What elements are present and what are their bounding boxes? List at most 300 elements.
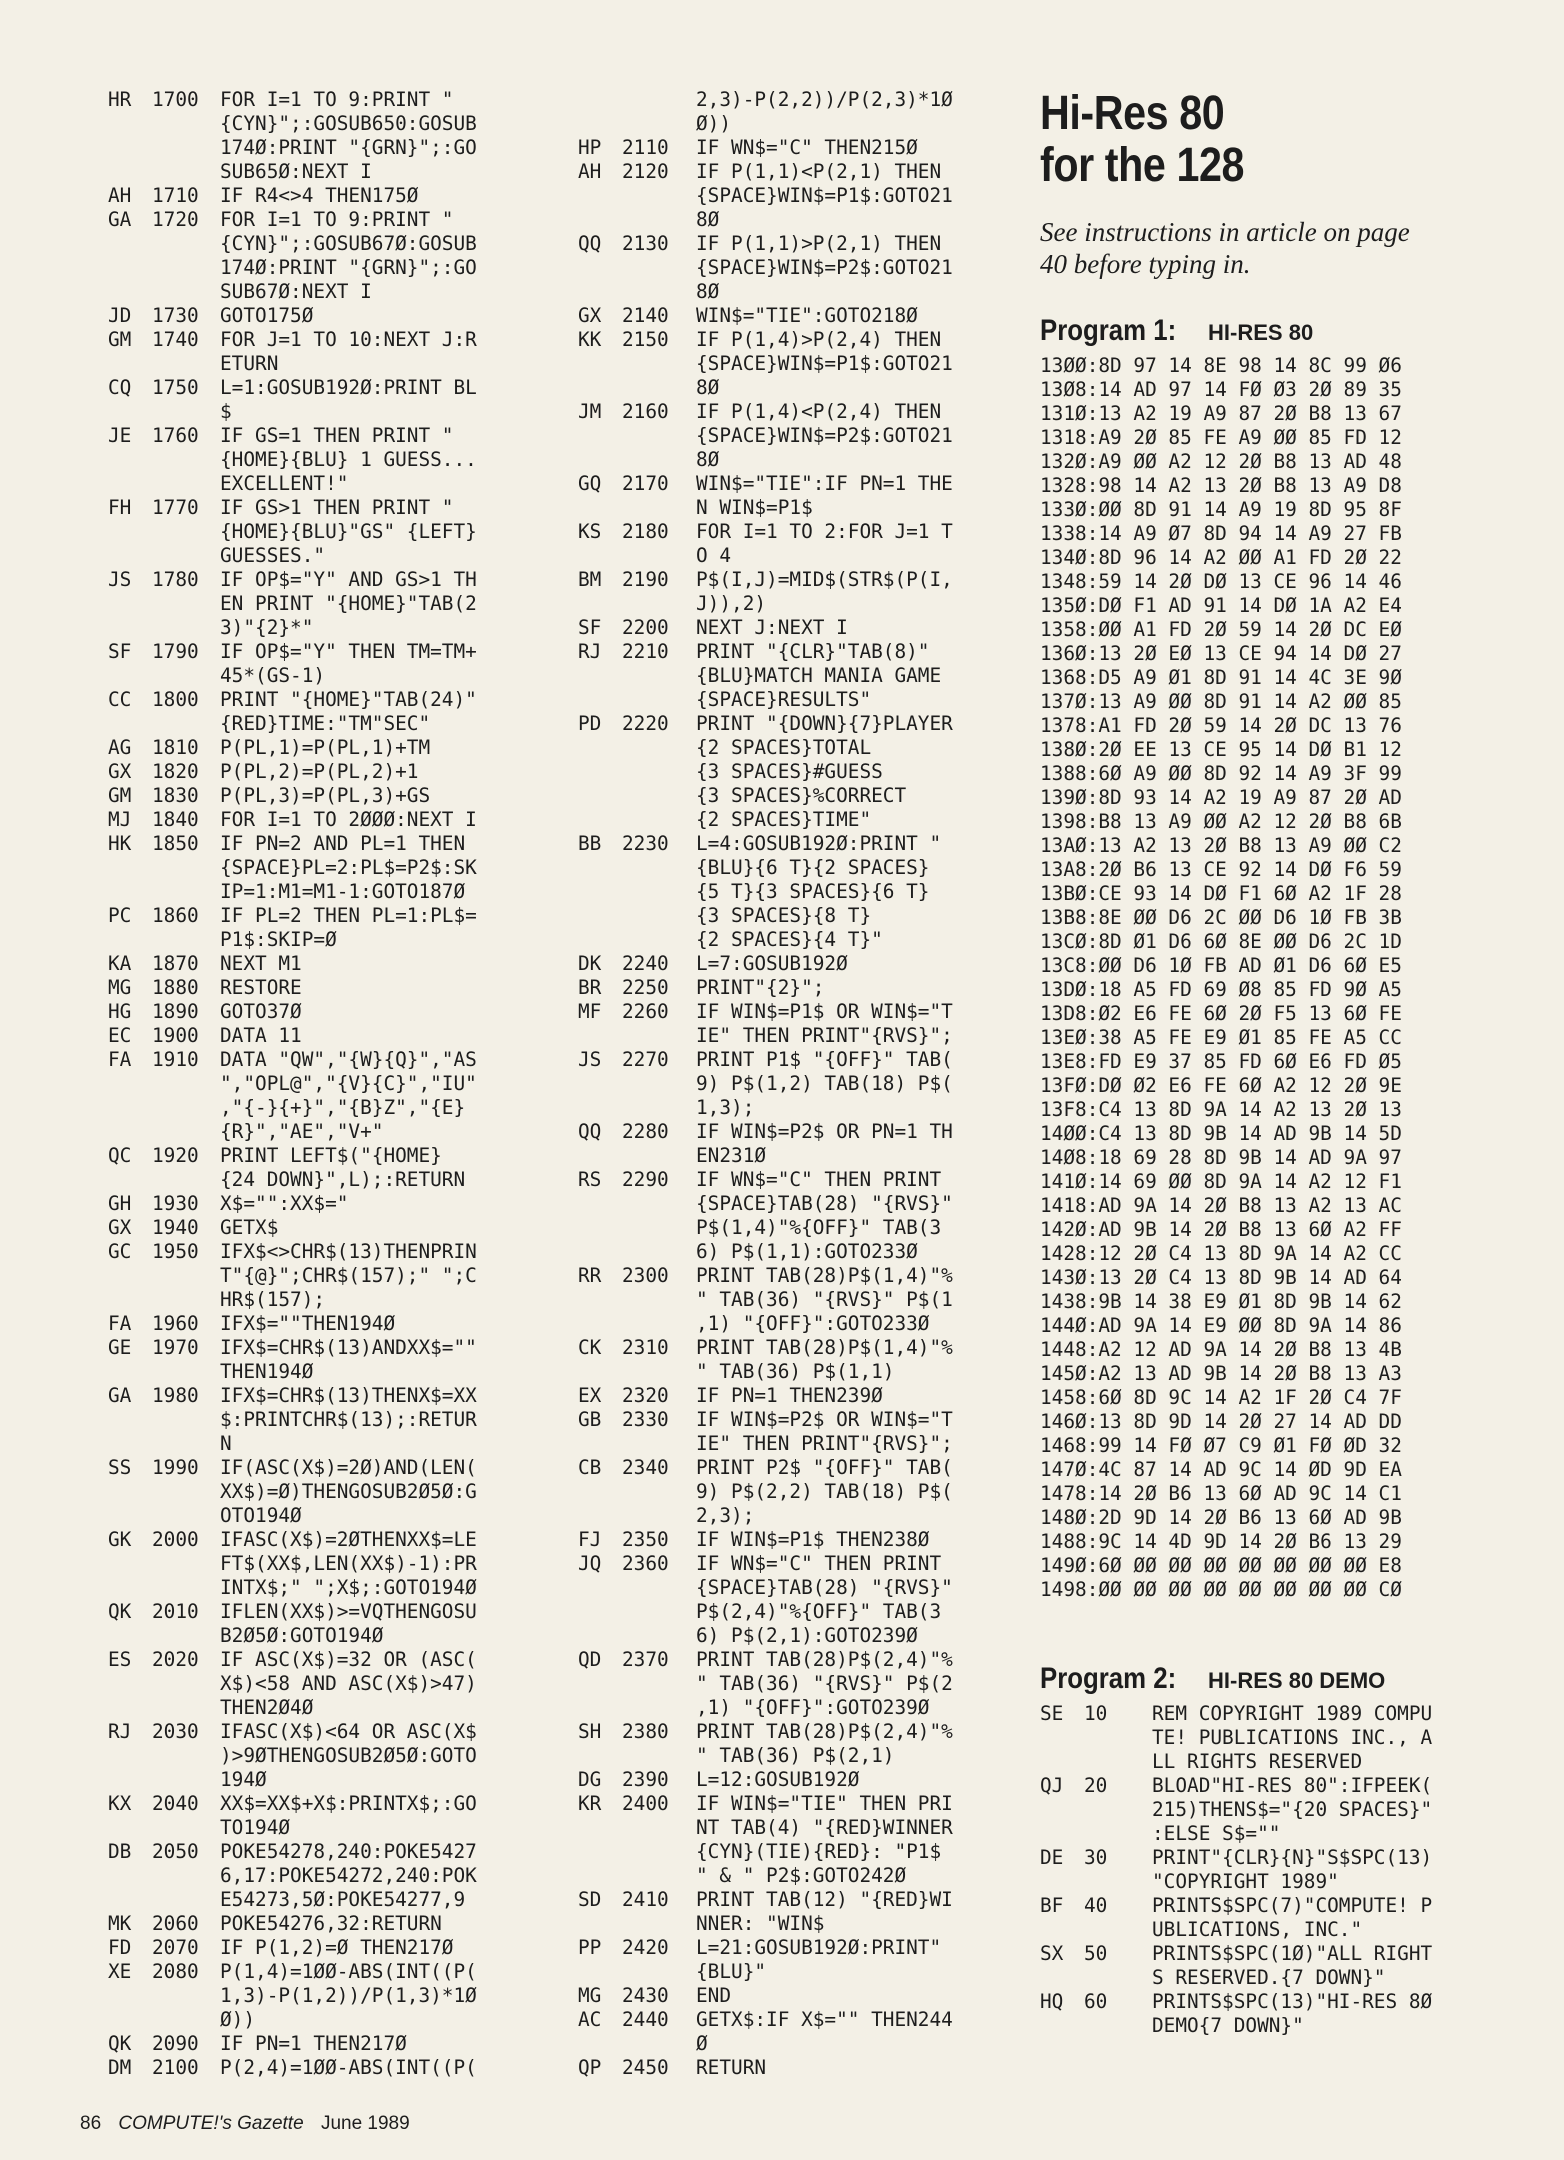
code-text: IF OP$="Y" AND GS>1 TH xyxy=(220,568,477,591)
line-number: 2410 xyxy=(622,1888,669,1911)
code-line xyxy=(578,160,1018,184)
line-number: 2100 xyxy=(152,2056,199,2079)
code-text: GETX$ xyxy=(220,1216,279,1239)
hex-dump-line: 133Ø:ØØ 8D 91 14 A9 19 8D 95 8F xyxy=(1040,498,1402,521)
code-continuation: N xyxy=(220,1432,232,1455)
checksum: MG xyxy=(578,1984,602,2007)
checksum: RS xyxy=(578,1168,602,1191)
hex-dump-line: 1388:6Ø A9 ØØ 8D 92 14 A9 3F 99 xyxy=(1040,762,1402,785)
code-text: IFLEN(XX$)>=VQTHENGOSU xyxy=(220,1600,477,1623)
checksum: BF xyxy=(1040,1894,1064,1917)
line-number: 2170 xyxy=(622,472,669,495)
code-text: IF PN=1 THEN217Ø xyxy=(220,2032,407,2055)
line-number: 30 xyxy=(1084,1846,1108,1869)
checksum: JM xyxy=(578,400,602,423)
hex-dump-line: 13E8:FD E9 37 85 FD 6Ø E6 FD Ø5 xyxy=(1040,1050,1402,1073)
line-number: 40 xyxy=(1084,1894,1108,1917)
checksum: SE xyxy=(1040,1702,1064,1725)
line-number: 2020 xyxy=(152,1648,199,1671)
checksum: DG xyxy=(578,1768,602,1791)
checksum: DE xyxy=(1040,1846,1064,1869)
code-text: PRINT P1$ "{OFF}" TAB( xyxy=(696,1048,953,1071)
code-continuation: P1$:SKIP=Ø xyxy=(220,928,337,951)
code-line xyxy=(578,1528,1018,1552)
line-number: 2230 xyxy=(622,832,669,855)
code-continuation: IP=1:M1=M1-1:GOTO187Ø xyxy=(220,880,466,903)
code-text: END xyxy=(696,1984,732,2007)
listing-column-2 xyxy=(578,88,1018,2080)
code-text: IF ASC(X$)=32 OR (ASC( xyxy=(220,1648,477,1671)
hex-dump-line: 1318:A9 2Ø 85 FE A9 ØØ 85 FD 12 xyxy=(1040,426,1402,449)
line-number: 2320 xyxy=(622,1384,669,1407)
hex-dump-line: 13A8:2Ø B6 13 CE 92 14 DØ F6 59 xyxy=(1040,858,1402,881)
checksum: JD xyxy=(108,304,132,327)
checksum: BR xyxy=(578,976,602,999)
code-continuation: {2 SPACES}{4 T}" xyxy=(696,928,883,951)
code-continuation: {3 SPACES}#GUESS xyxy=(696,760,883,783)
code-text: BLOAD"HI-RES 80":IFPEEK( xyxy=(1152,1774,1433,1797)
checksum: FD xyxy=(108,1936,132,1959)
code-line xyxy=(1040,1990,1480,2014)
checksum: GA xyxy=(108,208,132,231)
code-text: P(2,4)=1ØØ-ABS(INT((P( xyxy=(220,2056,477,2079)
code-continuation: {5 T}{3 SPACES}{6 T} xyxy=(696,880,930,903)
code-line xyxy=(578,1048,1018,1072)
checksum: QQ xyxy=(578,1120,602,1143)
hex-dump-line: 13FØ:DØ Ø2 E6 FE 6Ø A2 12 2Ø 9E xyxy=(1040,1074,1402,1097)
code-continuation: GUESSES." xyxy=(220,544,326,567)
code-line xyxy=(578,1120,1018,1144)
code-text: PRINT "{HOME}"TAB(24)" xyxy=(220,688,477,711)
code-line xyxy=(108,1240,578,1264)
checksum: HK xyxy=(108,832,132,855)
code-text: IFX$<>CHR$(13)THENPRIN xyxy=(220,1240,477,1263)
line-number: 1960 xyxy=(152,1312,199,1335)
issue-date: June 1989 xyxy=(320,2113,410,2134)
code-continuation: EXCELLENT!" xyxy=(220,472,349,495)
code-continuation: 3)"{2}*" xyxy=(220,616,314,639)
code-continuation: EN231Ø xyxy=(696,1144,767,1167)
hex-dump-line: 14Ø8:18 69 28 8D 9B 14 AD 9A 97 xyxy=(1040,1146,1402,1169)
code-line xyxy=(578,1408,1018,1432)
checksum: QK xyxy=(108,2032,132,2055)
code-text: IF P(1,1)<P(2,1) THEN xyxy=(696,160,942,183)
hex-dump-line: 143Ø:13 2Ø C4 13 8D 9B 14 AD 64 xyxy=(1040,1266,1402,1289)
code-text: PRINT TAB(28)P$(2,4)"% xyxy=(696,1720,953,1743)
code-text: DATA "QW","{W}{Q}","AS xyxy=(220,1048,477,1071)
hex-dump-line: 1458:6Ø 8D 9C 14 A2 1F 2Ø C4 7F xyxy=(1040,1386,1402,1409)
line-number: 2300 xyxy=(622,1264,669,1287)
code-text: IF PN=2 AND PL=1 THEN xyxy=(220,832,466,855)
code-line xyxy=(108,2032,578,2056)
checksum: GM xyxy=(108,784,132,807)
checksum: AC xyxy=(578,2008,602,2031)
code-line xyxy=(108,1336,578,1360)
code-line xyxy=(578,1000,1018,1024)
code-text: P(1,4)=1ØØ-ABS(INT((P( xyxy=(220,1960,477,1983)
line-number: 2220 xyxy=(622,712,669,735)
program-1-label: Program 1: xyxy=(1040,314,1177,347)
code-line xyxy=(578,400,1018,424)
code-continuation: 9) P$(1,2) TAB(18) P$( xyxy=(696,1072,953,1095)
code-text: RETURN xyxy=(696,2056,767,2079)
code-line xyxy=(578,616,1018,640)
checksum: JS xyxy=(108,568,132,591)
line-number: 1880 xyxy=(152,976,199,999)
code-text: IF(ASC(X$)=2Ø)AND(LEN( xyxy=(220,1456,477,1479)
code-line xyxy=(108,784,578,808)
line-number: 1790 xyxy=(152,640,199,663)
program-2-listing xyxy=(1040,1702,1480,2038)
code-line xyxy=(108,88,578,112)
code-continuation: THEN2Ø4Ø xyxy=(220,1696,314,1719)
checksum: DM xyxy=(108,2056,132,2079)
code-text: PRINT "{CLR}"TAB(8)" xyxy=(696,640,930,663)
code-text: IF P(1,1)>P(2,1) THEN xyxy=(696,232,942,255)
code-continuation: 8Ø xyxy=(696,376,720,399)
line-number: 20 xyxy=(1084,1774,1108,1797)
code-text: FOR I=1 TO 2:FOR J=1 T xyxy=(696,520,953,543)
code-continuation: {BLU}{6 T}{2 SPACES} xyxy=(696,856,930,879)
checksum: EC xyxy=(108,1024,132,1047)
hex-dump-line: 145Ø:A2 13 AD 9B 14 2Ø B8 13 A3 xyxy=(1040,1362,1402,1385)
line-number: 1860 xyxy=(152,904,199,927)
checksum: XE xyxy=(108,1960,132,1983)
code-line xyxy=(108,1600,578,1624)
code-text: PRINT "{DOWN}{7}PLAYER xyxy=(696,712,953,735)
code-continuation: THEN194Ø xyxy=(220,1360,314,1383)
code-continuation: {2 SPACES}TOTAL xyxy=(696,736,872,759)
code-text: IF WIN$=P1$ OR WIN$="T xyxy=(696,1000,953,1023)
code-line xyxy=(108,1312,578,1336)
code-continuation: $:PRINTCHR$(13);:RETUR xyxy=(220,1408,477,1431)
line-number: 2160 xyxy=(622,400,669,423)
code-continuation: {BLU}MATCH MANIA GAME xyxy=(696,664,942,687)
code-line xyxy=(578,976,1018,1000)
code-text: PRINT P2$ "{OFF}" TAB( xyxy=(696,1456,953,1479)
code-text: IF WIN$=P2$ OR WIN$="T xyxy=(696,1408,953,1431)
article-intro: See instructions in article on page 40 before typing in. xyxy=(1040,217,1410,279)
code-line xyxy=(108,832,578,856)
code-continuation: X$)<58 AND ASC(X$)>47) xyxy=(220,1672,477,1695)
line-number: 2400 xyxy=(622,1792,669,1815)
code-continuation: $ xyxy=(220,400,232,423)
code-text: L=12:GOSUB192Ø xyxy=(696,1768,860,1791)
hex-dump-line: 131Ø:13 A2 19 A9 87 2Ø B8 13 67 xyxy=(1040,402,1402,425)
code-continuation: 1,3)-P(1,2))/P(1,3)*1Ø xyxy=(220,1984,477,2007)
code-continuation: 2,3); xyxy=(696,1504,755,1527)
hex-dump-line: 1478:14 2Ø B6 13 6Ø AD 9C 14 C1 xyxy=(1040,1482,1402,1505)
checksum: BM xyxy=(578,568,602,591)
line-number: 1760 xyxy=(152,424,199,447)
hex-dump-line: 13EØ:38 A5 FE E9 Ø1 85 FE A5 CC xyxy=(1040,1026,1402,1049)
code-line xyxy=(578,712,1018,736)
checksum: SH xyxy=(578,1720,602,1743)
code-line xyxy=(578,1168,1018,1192)
line-number: 2090 xyxy=(152,2032,199,2055)
hex-dump-line: 1428:12 2Ø C4 13 8D 9A 14 A2 CC xyxy=(1040,1242,1402,1265)
code-continuation: J)),2) xyxy=(696,592,767,615)
hex-dump-line: 13C8:ØØ D6 1Ø FB AD Ø1 D6 6Ø E5 xyxy=(1040,954,1402,977)
code-text: IF PN=1 THEN239Ø xyxy=(696,1384,883,1407)
code-line xyxy=(578,1984,1018,2008)
code-continuation: " TAB(36) P$(1,1) xyxy=(696,1360,895,1383)
code-text: PRINTS$SPC(7)"COMPUTE! P xyxy=(1152,1894,1433,1917)
line-number: 2130 xyxy=(622,232,669,255)
code-line xyxy=(108,640,578,664)
code-line xyxy=(1040,1894,1480,1918)
code-text: IFASC(X$)=2ØTHENXX$=LE xyxy=(220,1528,477,1551)
code-line xyxy=(108,808,578,832)
hex-dump-line: 148Ø:2D 9D 14 2Ø B6 13 6Ø AD 9B xyxy=(1040,1506,1402,1529)
checksum: FJ xyxy=(578,1528,602,1551)
line-number: 1820 xyxy=(152,760,199,783)
code-continuation: Ø xyxy=(696,2032,708,2055)
code-text: IF P(1,4)<P(2,4) THEN xyxy=(696,400,942,423)
code-line xyxy=(108,328,578,352)
code-text: FOR I=1 TO 9:PRINT " xyxy=(220,88,454,111)
code-text: IF GS=1 THEN PRINT " xyxy=(220,424,454,447)
checksum: SD xyxy=(578,1888,602,1911)
hex-dump-line: 1438:9B 14 38 E9 Ø1 8D 9B 14 62 xyxy=(1040,1290,1402,1313)
line-number: 1840 xyxy=(152,808,199,831)
hex-dump-line: 1498:ØØ ØØ ØØ ØØ ØØ ØØ ØØ ØØ CØ xyxy=(1040,1578,1402,1601)
hex-dump-line: 14ØØ:C4 13 8D 9B 14 AD 9B 14 5D xyxy=(1040,1122,1402,1145)
code-continuation: E54273,5Ø:POKE54277,9 xyxy=(220,1888,466,1911)
code-text: XX$=XX$+X$:PRINTX$;:GO xyxy=(220,1792,477,1815)
code-continuation: {CYN}";:GOSUB67Ø:GOSUB xyxy=(220,232,477,255)
code-text: IFX$=""THEN194Ø xyxy=(220,1312,396,1335)
checksum: ES xyxy=(108,1648,132,1671)
code-continuation: ,1) "{OFF}":GOTO233Ø xyxy=(696,1312,930,1335)
line-number: 2390 xyxy=(622,1768,669,1791)
checksum: FA xyxy=(108,1312,132,1335)
line-number: 2040 xyxy=(152,1792,199,1815)
code-continuation: P$(2,4)"%{OFF}" TAB(3 xyxy=(696,1600,942,1623)
code-continuation: 1,3); xyxy=(696,1096,755,1119)
checksum: GA xyxy=(108,1384,132,1407)
code-continuation: NT TAB(4) "{RED}WINNER xyxy=(696,1816,953,1839)
line-number: 1980 xyxy=(152,1384,199,1407)
code-text: GOTO37Ø xyxy=(220,1000,302,1023)
checksum: AG xyxy=(108,736,132,759)
code-continuation: Ø)) xyxy=(220,2008,256,2031)
code-line xyxy=(108,760,578,784)
program-2-label: Program 2: xyxy=(1040,1662,1177,1695)
code-line xyxy=(578,1384,1018,1408)
checksum: HR xyxy=(108,88,132,111)
hex-dump-line: 136Ø:13 2Ø EØ 13 CE 94 14 DØ 27 xyxy=(1040,642,1402,665)
code-continuation: XX$)=Ø)THENGOSUB2Ø5Ø:G xyxy=(220,1480,477,1503)
code-continuation: :ELSE S$="" xyxy=(1152,1822,1281,1845)
checksum: GK xyxy=(108,1528,132,1551)
line-number: 2440 xyxy=(622,2008,669,2031)
checksum: RR xyxy=(578,1264,602,1287)
checksum: MG xyxy=(108,976,132,999)
code-line xyxy=(578,1456,1018,1480)
code-line xyxy=(1040,1846,1480,1870)
hex-dump-line: 142Ø:AD 9B 14 2Ø B8 13 6Ø A2 FF xyxy=(1040,1218,1402,1241)
code-text: PRINT"{CLR}{N}"S$SPC(13) xyxy=(1152,1846,1433,1869)
line-number: 1890 xyxy=(152,1000,199,1023)
line-number: 1970 xyxy=(152,1336,199,1359)
code-line xyxy=(578,1336,1018,1360)
line-number: 1910 xyxy=(152,1048,199,1071)
code-text: WIN$="TIE":IF PN=1 THE xyxy=(696,472,953,495)
code-line xyxy=(1040,1942,1480,1966)
code-continuation: 215)THENS$="{20 SPACES}" xyxy=(1152,1798,1433,1821)
code-text: IF WIN$=P2$ OR PN=1 TH xyxy=(696,1120,953,1143)
code-text: IF OP$="Y" THEN TM=TM+ xyxy=(220,640,477,663)
program-2-heading xyxy=(1040,1662,1480,1696)
code-text: P(PL,3)=P(PL,3)+GS xyxy=(220,784,431,807)
code-continuation: B2Ø5Ø:GOTO194Ø xyxy=(220,1624,384,1647)
code-continuation: ,1) "{OFF}":GOTO239Ø xyxy=(696,1696,930,1719)
line-number: 1830 xyxy=(152,784,199,807)
line-number: 1710 xyxy=(152,184,199,207)
code-continuation: " TAB(36) "{RVS}" P$(1 xyxy=(696,1288,953,1311)
program-2-name: HI-RES 80 DEMO xyxy=(1208,1668,1386,1693)
hex-dump-line: 1468:99 14 FØ Ø7 C9 Ø1 FØ ØD 32 xyxy=(1040,1434,1402,1457)
line-number: 2030 xyxy=(152,1720,199,1743)
checksum: JQ xyxy=(578,1552,602,1575)
hex-dump-line: 13AØ:13 A2 13 2Ø B8 13 A9 ØØ C2 xyxy=(1040,834,1402,857)
hex-dump-line: 13Ø8:14 AD 97 14 FØ Ø3 2Ø 89 35 xyxy=(1040,378,1402,401)
code-continuation: P$(1,4)"%{OFF}" TAB(3 xyxy=(696,1216,942,1239)
line-number: 2110 xyxy=(622,136,669,159)
line-number: 2050 xyxy=(152,1840,199,1863)
checksum: GX xyxy=(108,1216,132,1239)
checksum: GB xyxy=(578,1408,602,1431)
code-continuation: UBLICATIONS, INC." xyxy=(1152,1918,1363,1941)
code-text: POKE54276,32:RETURN xyxy=(220,1912,442,1935)
line-number: 1770 xyxy=(152,496,199,519)
checksum: DB xyxy=(108,1840,132,1863)
code-text: P(PL,1)=P(PL,1)+TM xyxy=(220,736,431,759)
code-continuation: NNER: "WIN$ xyxy=(696,1912,825,1935)
line-number: 2210 xyxy=(622,640,669,663)
checksum: PP xyxy=(578,1936,602,1959)
code-line xyxy=(108,376,578,400)
code-continuation: {2 SPACES}TIME" xyxy=(696,808,872,831)
checksum: GH xyxy=(108,1192,132,1215)
checksum: GX xyxy=(108,760,132,783)
line-number: 2350 xyxy=(622,1528,669,1551)
code-continuation: LL RIGHTS RESERVED xyxy=(1152,1750,1363,1773)
checksum: MK xyxy=(108,1912,132,1935)
code-text: IF WN$="C" THEN PRINT xyxy=(696,1552,942,1575)
code-line xyxy=(578,2008,1018,2032)
line-number: 2150 xyxy=(622,328,669,351)
code-continuation: T"{@}";CHR$(157);" ";C xyxy=(220,1264,477,1287)
code-continuation: 9) P$(2,2) TAB(18) P$( xyxy=(696,1480,953,1503)
code-continuation: TE! PUBLICATIONS INC., A xyxy=(1152,1726,1433,1749)
checksum: GC xyxy=(108,1240,132,1263)
code-line xyxy=(578,520,1018,544)
checksum: QP xyxy=(578,2056,602,2079)
checksum: CB xyxy=(578,1456,602,1479)
line-number: 2250 xyxy=(622,976,669,999)
hex-dump-line: 134Ø:8D 96 14 A2 ØØ A1 FD 2Ø 22 xyxy=(1040,546,1402,569)
code-line xyxy=(108,952,578,976)
code-line xyxy=(578,136,1018,160)
code-line xyxy=(578,232,1018,256)
code-continuation: 174Ø:PRINT "{GRN}";:GO xyxy=(220,136,477,159)
code-line xyxy=(108,1720,578,1744)
line-number: 1730 xyxy=(152,304,199,327)
code-continuation: 6) P$(2,1):GOTO239Ø xyxy=(696,1624,918,1647)
code-continuation: ","OPL@","{V}{C}","IU" xyxy=(220,1072,477,1095)
checksum: BB xyxy=(578,832,602,855)
line-number: 2450 xyxy=(622,2056,669,2079)
hex-dump-line: 1328:98 14 A2 13 2Ø B8 13 A9 D8 xyxy=(1040,474,1402,497)
code-line xyxy=(578,1720,1018,1744)
code-text: WIN$="TIE":GOTO218Ø xyxy=(696,304,918,327)
line-number: 2380 xyxy=(622,1720,669,1743)
hex-dump-line: 132Ø:A9 ØØ A2 12 2Ø B8 13 AD 48 xyxy=(1040,450,1402,473)
line-number: 2000 xyxy=(152,1528,199,1551)
code-text: PRINT"{2}"; xyxy=(696,976,825,999)
line-number: 2280 xyxy=(622,1120,669,1143)
line-number: 1900 xyxy=(152,1024,199,1047)
code-line xyxy=(108,2056,578,2080)
line-number: 2430 xyxy=(622,1984,669,2007)
code-continuation: {SPACE}WIN$=P2$:GOTO21 xyxy=(696,424,953,447)
checksum: RJ xyxy=(108,1720,132,1743)
code-text: DATA 11 xyxy=(220,1024,302,1047)
checksum: HQ xyxy=(1040,1990,1064,2013)
code-continuation: "COPYRIGHT 1989" xyxy=(1152,1870,1339,1893)
code-continuation: SUB67Ø:NEXT I xyxy=(220,280,372,303)
checksum: QJ xyxy=(1040,1774,1064,1797)
checksum: CC xyxy=(108,688,132,711)
code-line xyxy=(108,1792,578,1816)
code-continuation: {SPACE}TAB(28) "{RVS}" xyxy=(696,1576,953,1599)
code-line xyxy=(108,1048,578,1072)
code-line xyxy=(108,304,578,328)
code-line xyxy=(108,736,578,760)
line-number: 1940 xyxy=(152,1216,199,1239)
code-continuation: 45*(GS-1) xyxy=(220,664,326,687)
checksum: SF xyxy=(108,640,132,663)
checksum: MJ xyxy=(108,808,132,831)
code-line xyxy=(108,1840,578,1864)
article-column xyxy=(1040,88,1480,2038)
checksum: EX xyxy=(578,1384,602,1407)
code-text: PRINTS$SPC(13)"HI-RES 8Ø xyxy=(1152,1990,1433,2013)
code-text: GOTO175Ø xyxy=(220,304,314,327)
code-line xyxy=(578,1264,1018,1288)
code-text: IF WN$="C" THEN215Ø xyxy=(696,136,918,159)
code-text: REM COPYRIGHT 1989 COMPU xyxy=(1152,1702,1433,1725)
code-line xyxy=(578,640,1018,664)
code-line xyxy=(108,568,578,592)
line-number: 2080 xyxy=(152,1960,199,1983)
code-line xyxy=(578,304,1018,328)
line-number: 1930 xyxy=(152,1192,199,1215)
line-number: 1780 xyxy=(152,568,199,591)
checksum: FA xyxy=(108,1048,132,1071)
checksum: KK xyxy=(578,328,602,351)
code-line xyxy=(108,1960,578,1984)
line-number: 1750 xyxy=(152,376,199,399)
line-number: 2120 xyxy=(622,160,669,183)
hex-dump-line: 1418:AD 9A 14 2Ø B8 13 A2 13 AC xyxy=(1040,1194,1402,1217)
code-text: IFX$=CHR$(13)ANDXX$="" xyxy=(220,1336,477,1359)
checksum: CQ xyxy=(108,376,132,399)
code-text: L=7:GOSUB192Ø xyxy=(696,952,848,975)
code-text: PRINT TAB(28)P$(1,4)"% xyxy=(696,1264,953,1287)
